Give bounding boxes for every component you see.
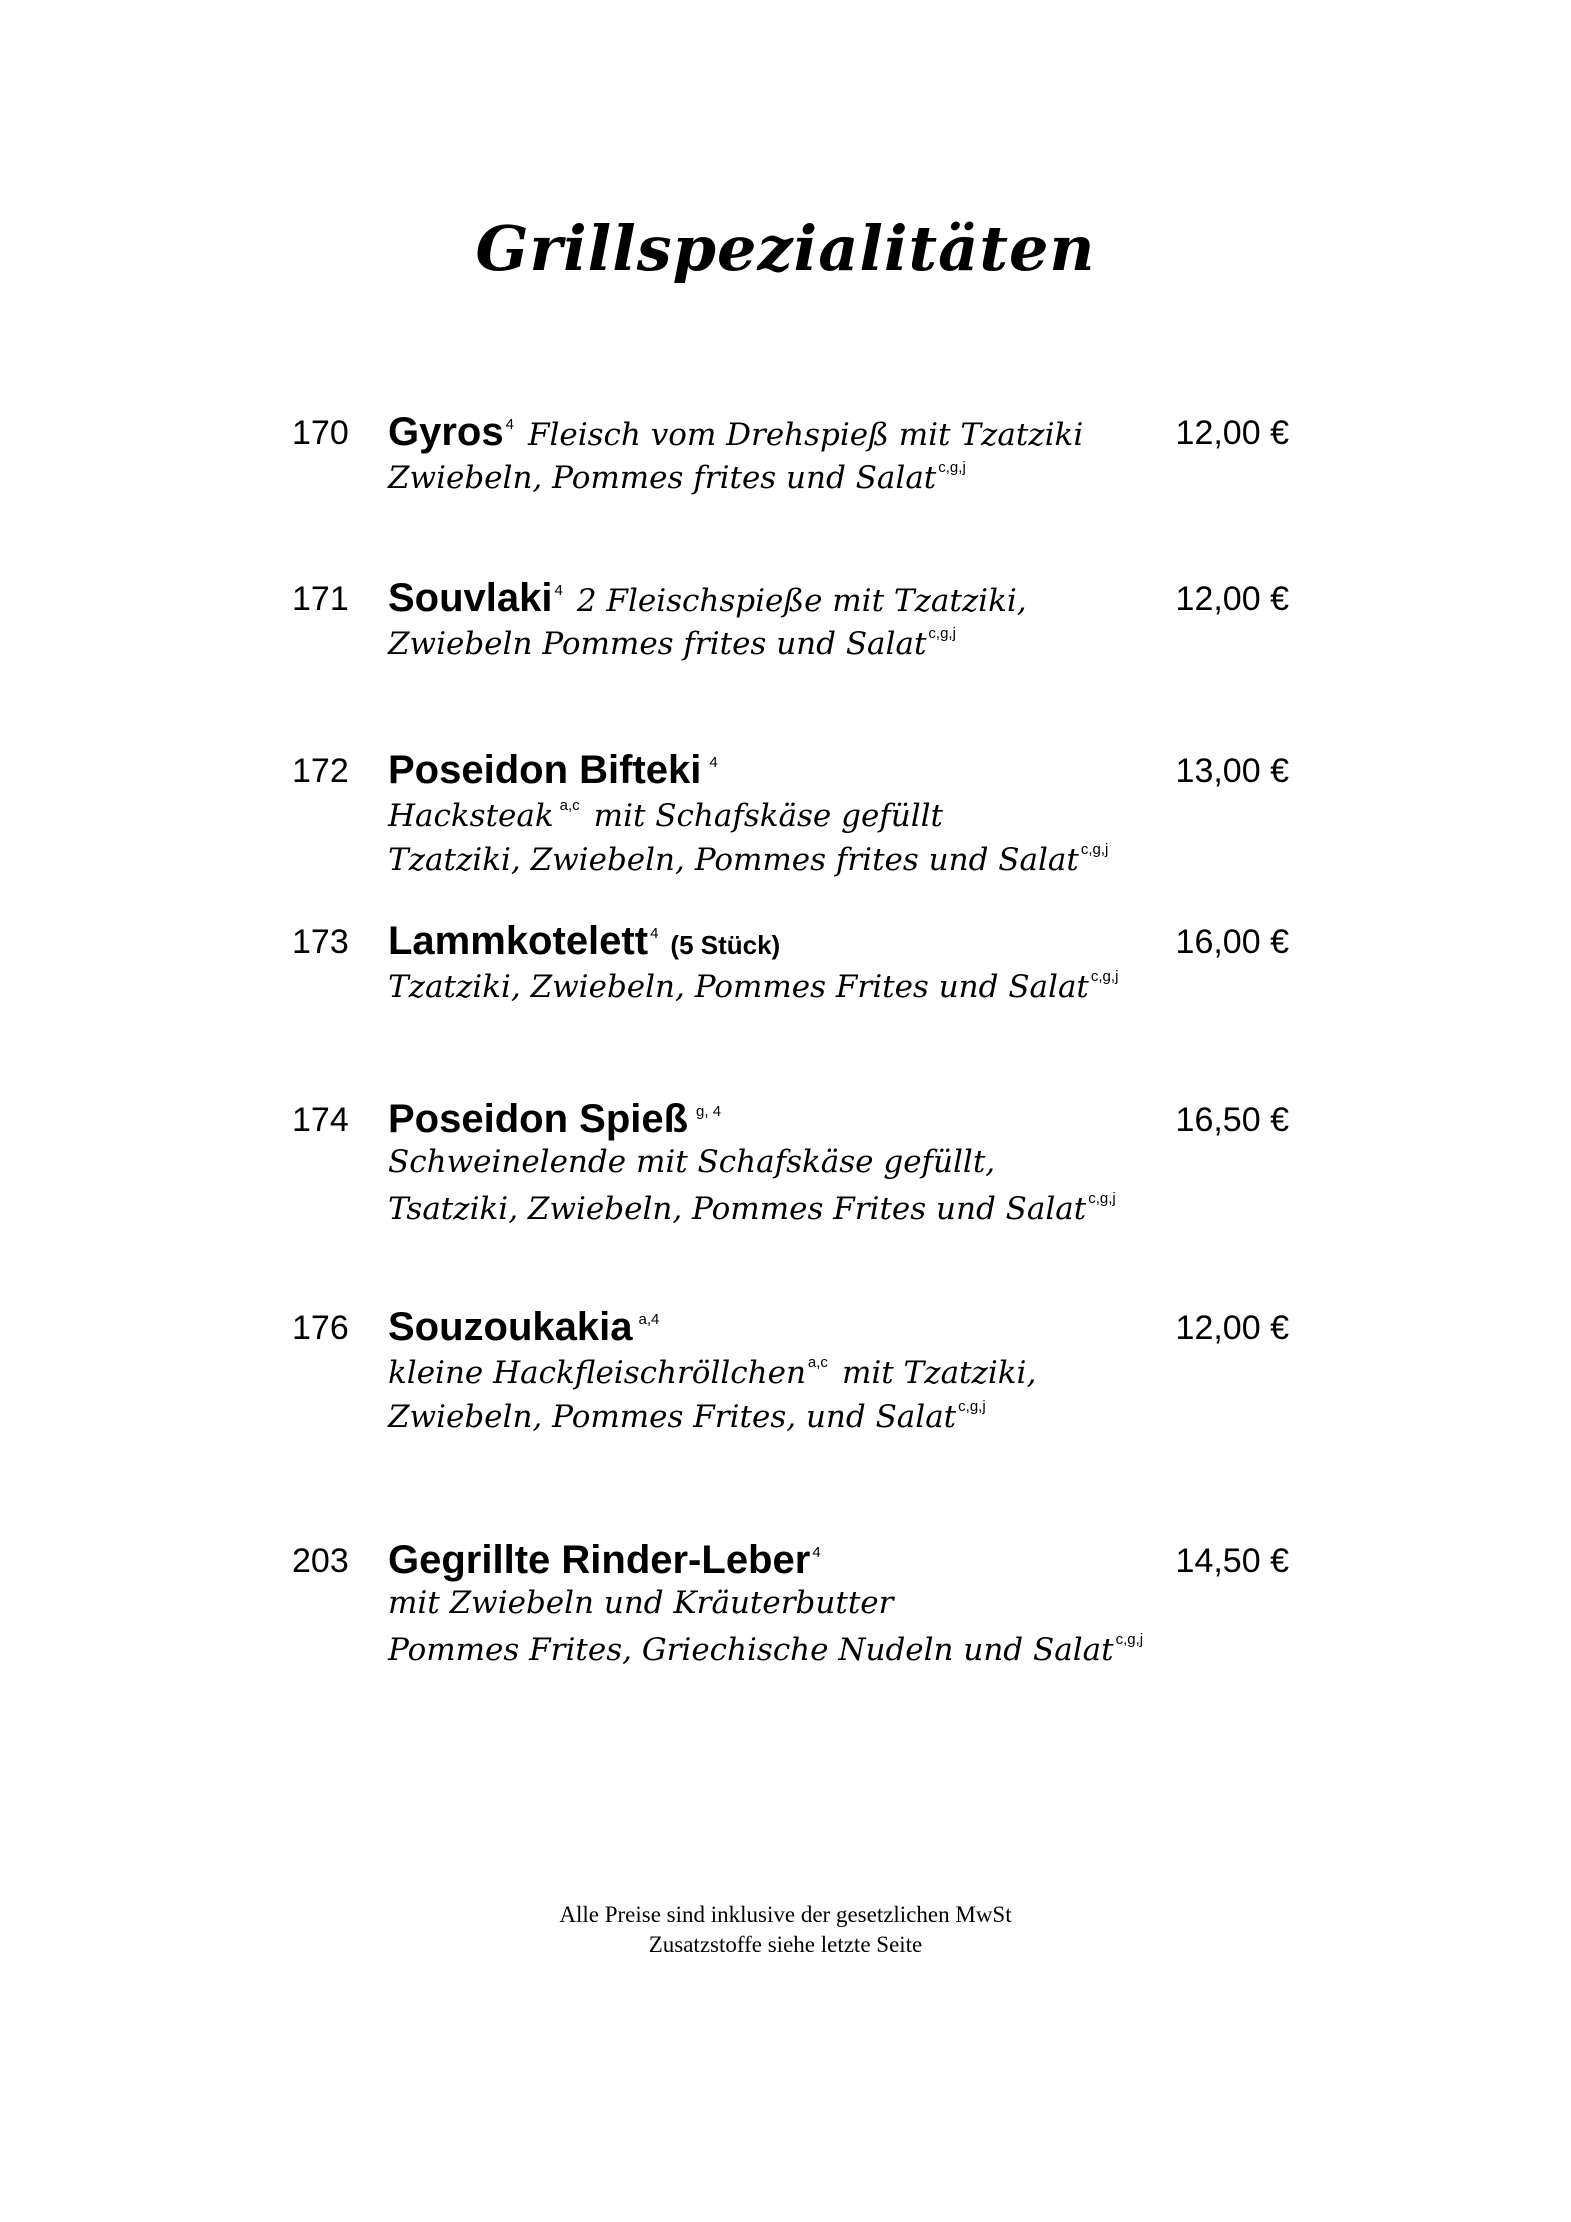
item-price: 16,50 € xyxy=(1175,1101,1289,1139)
item-description xyxy=(388,969,1118,1003)
footer-vat-note: Alle Preise sind inklusive der gesetzlichen MwSt xyxy=(559,1902,1012,1927)
allergen-note: c,g,j xyxy=(958,1398,986,1415)
item-description xyxy=(388,1399,986,1433)
item-name: Souzoukakia xyxy=(388,1305,633,1349)
item-number: 174 xyxy=(292,1101,349,1139)
item-number: 173 xyxy=(292,923,349,961)
allergen-note: a,4 xyxy=(638,1311,660,1328)
description-text: Pommes Frites, Griechische Nudeln und Salat xyxy=(388,1632,1114,1668)
item-number: 203 xyxy=(292,1542,349,1580)
allergen-note: 4 xyxy=(812,1544,821,1561)
item-price: 13,00 € xyxy=(1175,752,1289,790)
footer-additives-note: Zusatzstoffe siehe letzte Seite xyxy=(648,1931,923,1957)
allergen-note: a,c xyxy=(559,797,580,814)
item-number: 176 xyxy=(292,1309,349,1347)
description-text: Tzatziki, Zwiebeln, Pommes frites und Salat xyxy=(388,842,1079,878)
description-text: kleine Hackfleischröllchen xyxy=(388,1355,806,1391)
item-name: Poseidon Bifteki xyxy=(388,748,702,792)
allergen-note: c,g,j xyxy=(1088,1190,1116,1207)
allergen-note: c,g,j xyxy=(1080,841,1109,858)
item-description xyxy=(388,460,966,494)
description-text: Schweinelende mit Schafskäse gefüllt, xyxy=(388,1144,996,1180)
allergen-note: c,g,j xyxy=(1090,968,1119,985)
allergen-note: c,g,j xyxy=(928,625,956,642)
allergen-note: 4 xyxy=(650,925,659,942)
allergen-note: g, 4 xyxy=(696,1103,722,1120)
item-inline-description: Fleisch vom Drehspieß mit Tzatziki xyxy=(527,417,1084,453)
page-title: Grillspezialitäten xyxy=(475,212,1096,285)
item-description xyxy=(388,1585,894,1621)
item-name: Lammkotelett xyxy=(388,919,649,963)
item-price: 14,50 € xyxy=(1175,1542,1289,1580)
item-inline-description: 2 Fleischspieße mit Tzatziki, xyxy=(576,583,1027,619)
item-name: Gyros xyxy=(388,410,504,454)
description-text: mit Tzatziki, xyxy=(841,1355,1037,1391)
item-portion-note: (5 Stück) xyxy=(670,930,781,960)
item-name-line xyxy=(388,578,1027,618)
description-text: Zwiebeln, Pommes frites und Salat xyxy=(388,460,937,496)
item-price: 16,00 € xyxy=(1175,923,1289,961)
item-price: 12,00 € xyxy=(1175,1309,1289,1347)
item-name-line xyxy=(388,1099,721,1139)
item-name-line xyxy=(388,412,1083,452)
item-name: Gegrillte Rinder-Leber xyxy=(388,1538,811,1582)
description-text: mit Schafskäse gefüllt xyxy=(593,798,944,834)
allergen-note: c,g,j xyxy=(1115,1631,1144,1648)
description-text: Zwiebeln, Pommes Frites, und Salat xyxy=(388,1399,957,1435)
footer-note xyxy=(0,1900,1571,1960)
item-number: 170 xyxy=(292,414,349,452)
item-price: 12,00 € xyxy=(1175,414,1289,452)
allergen-note: 4 xyxy=(554,582,563,599)
item-name-line xyxy=(388,750,718,790)
item-description xyxy=(388,1632,1143,1666)
item-description xyxy=(388,1144,996,1180)
description-text: mit Zwiebeln und Kräuterbutter xyxy=(388,1585,894,1621)
description-text: Tsatziki, Zwiebeln, Pommes Frites und Salat xyxy=(388,1191,1087,1227)
item-description xyxy=(388,1191,1116,1225)
item-number: 171 xyxy=(292,580,349,618)
allergen-note: 4 xyxy=(505,416,514,433)
description-text: Tzatziki, Zwiebeln, Pommes Frites und Salat xyxy=(388,969,1089,1005)
item-number: 172 xyxy=(292,752,349,790)
allergen-note: c,g,j xyxy=(938,459,966,476)
item-name-line xyxy=(388,921,780,961)
description-text: Hacksteak xyxy=(388,798,554,834)
item-name-line xyxy=(388,1540,821,1580)
item-price: 12,00 € xyxy=(1175,580,1289,618)
item-description xyxy=(388,626,956,660)
allergen-note: a,c xyxy=(807,1354,828,1371)
item-name: Poseidon Spieß xyxy=(388,1097,689,1141)
item-name: Souvlaki xyxy=(388,576,553,620)
item-name-line xyxy=(388,1307,659,1347)
allergen-note: 4 xyxy=(709,754,718,771)
item-description xyxy=(388,1355,1036,1389)
item-description xyxy=(388,798,943,832)
item-description xyxy=(388,842,1108,876)
description-text: Zwiebeln Pommes frites und Salat xyxy=(388,626,927,662)
